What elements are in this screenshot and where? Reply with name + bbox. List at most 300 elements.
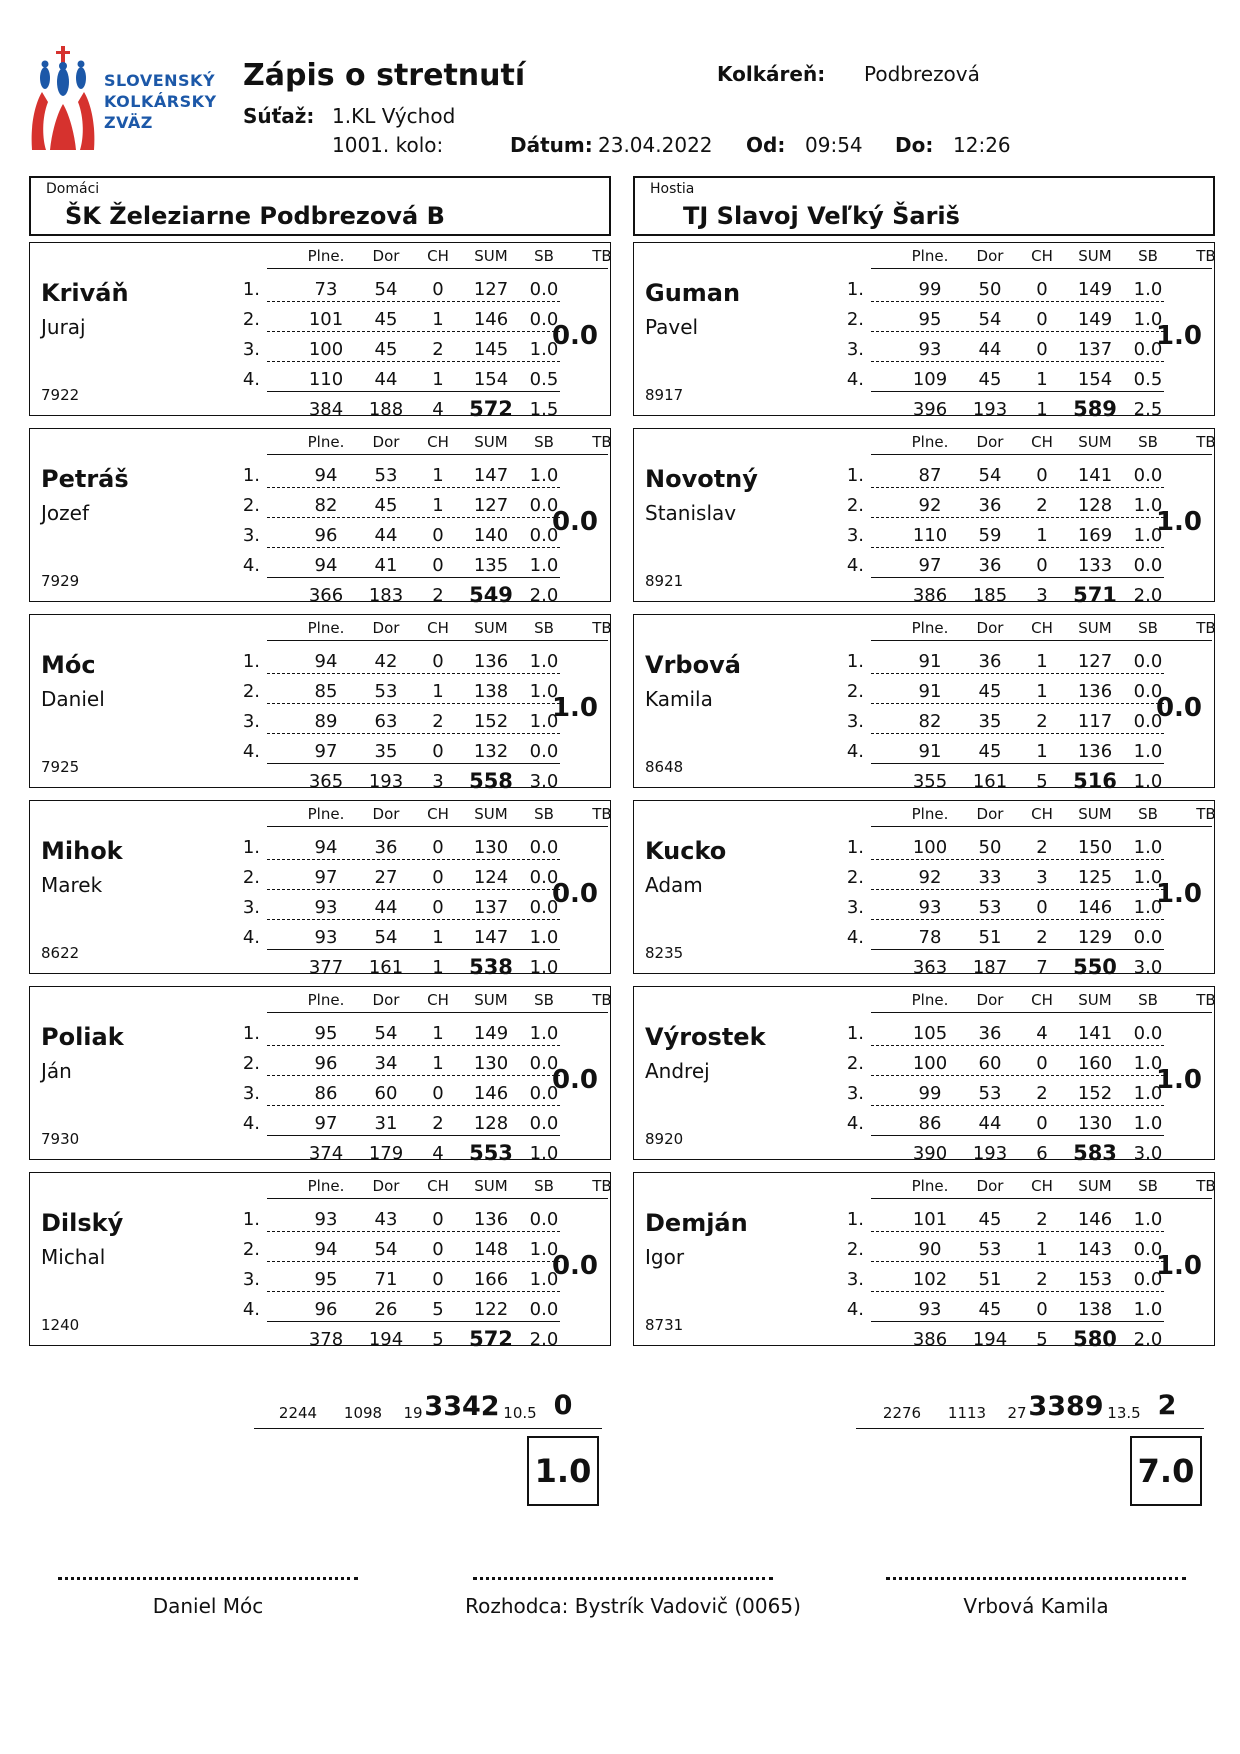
row-divider <box>267 1105 560 1106</box>
lane-cell: 1.0 <box>1133 1299 1163 1320</box>
lane-cell: 93 <box>918 897 942 918</box>
lane-cell: 1.0 <box>1133 837 1163 858</box>
home-signature-line <box>58 1577 358 1580</box>
player-total-sum: 550 <box>1073 955 1117 979</box>
lane-cell: 100 <box>308 339 344 360</box>
lane-cell: 1.0 <box>1133 1083 1163 1104</box>
lane-number: 1. <box>846 279 864 300</box>
lane-cell: 35 <box>978 711 1002 732</box>
player-total-cell: 378 <box>308 1329 344 1350</box>
lane-cell: 53 <box>978 897 1002 918</box>
lane-cell: 44 <box>374 897 398 918</box>
lane-cell: 0 <box>1036 1113 1048 1134</box>
player-total-cell: 384 <box>308 399 344 420</box>
player-firstname: Stanislav <box>645 501 737 525</box>
row-divider <box>267 949 560 950</box>
venue-label: Kolkáreň: <box>717 62 826 86</box>
column-header: TB <box>1196 433 1216 451</box>
lane-number: 2. <box>846 681 864 702</box>
lane-number: 1. <box>846 1023 864 1044</box>
column-header: Plne. <box>307 1177 345 1195</box>
lane-cell: 54 <box>978 309 1002 330</box>
lane-cell: 0 <box>432 279 444 300</box>
document-title: Zápis o stretnutí <box>243 58 526 93</box>
lane-cell: 36 <box>978 651 1002 672</box>
lane-number: 3. <box>242 339 260 360</box>
lane-cell: 45 <box>978 1209 1002 1230</box>
lane-cell: 92 <box>918 495 942 516</box>
column-header: Dor <box>372 247 400 265</box>
column-header: SB <box>534 991 554 1009</box>
lane-number: 2. <box>846 1239 864 1260</box>
row-divider <box>267 703 560 704</box>
lane-cell: 51 <box>978 927 1002 948</box>
lane-cell: 63 <box>374 711 398 732</box>
lane-cell: 1.0 <box>529 1023 559 1044</box>
lane-cell: 130 <box>1077 1113 1113 1134</box>
row-divider <box>267 1231 560 1232</box>
lane-cell: 0 <box>1036 339 1048 360</box>
lane-cell: 0 <box>432 741 444 762</box>
lane-cell: 31 <box>374 1113 398 1134</box>
column-header: SB <box>534 433 554 451</box>
lane-cell: 0 <box>1036 897 1048 918</box>
lane-cell: 91 <box>918 681 942 702</box>
column-header: CH <box>1031 1177 1053 1195</box>
lane-number: 2. <box>242 495 260 516</box>
column-header: SUM <box>474 805 508 823</box>
column-header: SUM <box>1078 247 1112 265</box>
lane-number: 2. <box>242 309 260 330</box>
player-total-cell: 366 <box>308 585 344 606</box>
lane-cell: 1 <box>1036 741 1048 762</box>
lane-cell: 0 <box>432 1239 444 1260</box>
home-player-card-5 <box>29 986 612 1165</box>
lane-cell: 0.0 <box>1133 1023 1163 1044</box>
player-firstname: Marek <box>41 873 103 897</box>
lane-number: 1. <box>846 651 864 672</box>
lane-cell: 78 <box>918 927 942 948</box>
lane-number: 4. <box>846 369 864 390</box>
lane-number: 1. <box>846 837 864 858</box>
lane-cell: 99 <box>918 279 942 300</box>
row-divider <box>871 517 1164 518</box>
lane-cell: 152 <box>473 711 509 732</box>
lane-cell: 136 <box>1077 681 1113 702</box>
lane-cell: 0.0 <box>529 741 559 762</box>
lane-cell: 71 <box>374 1269 398 1290</box>
logo-line-2: KOLKÁRSKY <box>104 92 217 111</box>
lane-cell: 2 <box>1036 1083 1048 1104</box>
row-divider <box>267 301 560 302</box>
lane-cell: 2 <box>1036 711 1048 732</box>
column-header: Plne. <box>911 619 949 637</box>
player-registration-number: 7930 <box>41 1130 80 1148</box>
lane-cell: 153 <box>1077 1269 1113 1290</box>
away-total-sb: 13.5 <box>1107 1404 1141 1422</box>
player-total-cell: 390 <box>912 1143 948 1164</box>
row-divider <box>871 763 1164 764</box>
lane-cell: 127 <box>1077 651 1113 672</box>
lane-cell: 97 <box>314 867 338 888</box>
lane-cell: 1.0 <box>1133 309 1163 330</box>
lane-cell: 127 <box>473 279 509 300</box>
lane-cell: 160 <box>1077 1053 1113 1074</box>
home-team-kind: Domáci <box>46 181 100 197</box>
column-header: Dor <box>372 805 400 823</box>
player-total-cell: 194 <box>368 1329 404 1350</box>
from-value: 09:54 <box>805 133 863 157</box>
player-total-cell: 2.0 <box>1133 1329 1163 1350</box>
lane-cell: 54 <box>374 927 398 948</box>
player-total-cell: 1.0 <box>529 957 559 978</box>
lane-cell: 0.0 <box>529 867 559 888</box>
player-surname: Demján <box>645 1209 748 1237</box>
lane-cell: 1.0 <box>529 1239 559 1260</box>
column-header: SUM <box>1078 433 1112 451</box>
player-registration-number: 8648 <box>645 758 684 776</box>
column-header: Plne. <box>307 805 345 823</box>
lane-cell: 94 <box>314 837 338 858</box>
lane-cell: 1.0 <box>1133 741 1163 762</box>
lane-number: 4. <box>242 927 260 948</box>
lane-cell: 145 <box>473 339 509 360</box>
lane-number: 2. <box>846 309 864 330</box>
column-header: SB <box>534 247 554 265</box>
lane-cell: 0.0 <box>529 525 559 546</box>
lane-cell: 36 <box>978 555 1002 576</box>
player-firstname: Michal <box>41 1245 106 1269</box>
logo-line-1: SLOVENSKÝ <box>104 71 216 90</box>
lane-cell: 0.5 <box>1133 369 1163 390</box>
row-divider <box>871 391 1164 392</box>
lane-cell: 1.0 <box>1133 867 1163 888</box>
row-divider <box>871 1231 1164 1232</box>
lane-cell: 1 <box>432 465 444 486</box>
lane-cell: 2 <box>1036 1269 1048 1290</box>
lane-cell: 0.0 <box>1133 555 1163 576</box>
lane-cell: 45 <box>978 681 1002 702</box>
column-header: TB <box>1196 247 1216 265</box>
column-header: Dor <box>372 1177 400 1195</box>
player-total-sum: 571 <box>1073 583 1117 607</box>
row-divider <box>871 1045 1164 1046</box>
lane-cell: 2 <box>1036 495 1048 516</box>
player-firstname: Andrej <box>645 1059 710 1083</box>
lane-cell: 44 <box>374 525 398 546</box>
away-total-plne: 2276 <box>882 1404 922 1422</box>
lane-cell: 0 <box>1036 1299 1048 1320</box>
row-divider <box>267 1321 560 1322</box>
column-header: TB <box>1196 805 1216 823</box>
lane-cell: 0 <box>1036 555 1048 576</box>
lane-cell: 94 <box>314 1239 338 1260</box>
lane-number: 4. <box>846 1299 864 1320</box>
lane-cell: 128 <box>1077 495 1113 516</box>
lane-cell: 45 <box>374 339 398 360</box>
lane-cell: 101 <box>912 1209 948 1230</box>
lane-cell: 100 <box>912 1053 948 1074</box>
player-tb-points: 0.0 <box>1155 693 1203 723</box>
player-total-cell: 377 <box>308 957 344 978</box>
lane-cell: 97 <box>918 555 942 576</box>
header-divider <box>267 1012 608 1013</box>
header-divider <box>267 1198 608 1199</box>
row-divider <box>267 1291 560 1292</box>
player-tb-points: 0.0 <box>551 1251 599 1281</box>
to-value: 12:26 <box>953 133 1011 157</box>
lane-cell: 1.0 <box>529 651 559 672</box>
lane-cell: 27 <box>374 867 398 888</box>
column-header: Plne. <box>307 991 345 1009</box>
lane-cell: 140 <box>473 525 509 546</box>
lane-cell: 50 <box>978 837 1002 858</box>
lane-cell: 127 <box>473 495 509 516</box>
lane-cell: 44 <box>374 369 398 390</box>
row-divider <box>871 1261 1164 1262</box>
player-tb-points: 1.0 <box>1155 879 1203 909</box>
lane-cell: 135 <box>473 555 509 576</box>
player-total-sum: 583 <box>1073 1141 1117 1165</box>
row-divider <box>267 1135 560 1136</box>
lane-cell: 86 <box>314 1083 338 1104</box>
column-header: CH <box>427 1177 449 1195</box>
player-registration-number: 8920 <box>645 1130 684 1148</box>
lane-cell: 0 <box>432 651 444 672</box>
lane-cell: 1 <box>432 681 444 702</box>
lane-number: 4. <box>242 555 260 576</box>
date-value: 23.04.2022 <box>598 133 713 157</box>
lane-cell: 95 <box>918 309 942 330</box>
column-header: CH <box>1031 991 1053 1009</box>
column-header: TB <box>592 805 612 823</box>
player-total-cell: 3.0 <box>529 771 559 792</box>
lane-cell: 41 <box>374 555 398 576</box>
column-header: Plne. <box>307 247 345 265</box>
lane-number: 1. <box>242 1209 260 1230</box>
lane-cell: 1.0 <box>529 555 559 576</box>
column-header: Plne. <box>307 619 345 637</box>
lane-cell: 1 <box>432 309 444 330</box>
row-divider <box>871 733 1164 734</box>
column-header: Plne. <box>911 805 949 823</box>
column-header: SUM <box>1078 991 1112 1009</box>
lane-cell: 34 <box>374 1053 398 1074</box>
player-total-cell: 187 <box>972 957 1008 978</box>
player-firstname: Jozef <box>41 501 89 525</box>
lane-cell: 0 <box>432 1269 444 1290</box>
player-total-cell: 355 <box>912 771 948 792</box>
lane-cell: 2 <box>1036 837 1048 858</box>
away-total-divider <box>856 1428 1204 1429</box>
lane-cell: 169 <box>1077 525 1113 546</box>
lane-cell: 96 <box>314 1053 338 1074</box>
player-total-cell: 3 <box>1036 585 1048 606</box>
player-total-cell: 4 <box>432 1143 444 1164</box>
lane-number: 3. <box>846 339 864 360</box>
row-divider <box>267 1075 560 1076</box>
away-total-tb: 2 <box>1157 1390 1177 1421</box>
lane-cell: 0 <box>1036 465 1048 486</box>
lane-cell: 94 <box>314 465 338 486</box>
round-label: 1001. kolo: <box>332 133 444 157</box>
player-registration-number: 8235 <box>645 944 684 962</box>
lane-cell: 0 <box>432 1209 444 1230</box>
column-header: SUM <box>474 247 508 265</box>
column-header: SB <box>1138 619 1158 637</box>
player-total-cell: 5 <box>432 1329 444 1350</box>
away-team-kind: Hostia <box>650 181 695 197</box>
column-header: TB <box>592 433 612 451</box>
lane-cell: 97 <box>314 1113 338 1134</box>
lane-cell: 0.0 <box>1133 465 1163 486</box>
column-header: SB <box>1138 1177 1158 1195</box>
lane-cell: 91 <box>918 741 942 762</box>
header-divider <box>871 640 1212 641</box>
player-total-cell: 193 <box>972 399 1008 420</box>
player-total-cell: 193 <box>368 771 404 792</box>
player-tb-points: 1.0 <box>551 693 599 723</box>
player-firstname: Juraj <box>41 315 86 339</box>
lane-cell: 3 <box>1036 867 1048 888</box>
lane-cell: 2 <box>432 339 444 360</box>
lane-cell: 36 <box>978 1023 1002 1044</box>
column-header: SB <box>534 1177 554 1195</box>
lane-cell: 1.0 <box>1133 1209 1163 1230</box>
player-total-cell: 193 <box>972 1143 1008 1164</box>
row-divider <box>267 487 560 488</box>
lane-cell: 143 <box>1077 1239 1113 1260</box>
column-header: TB <box>1196 991 1216 1009</box>
lane-cell: 44 <box>978 339 1002 360</box>
lane-cell: 0 <box>432 837 444 858</box>
lane-cell: 147 <box>473 465 509 486</box>
lane-cell: 154 <box>1077 369 1113 390</box>
lane-cell: 73 <box>314 279 338 300</box>
lane-cell: 82 <box>918 711 942 732</box>
player-total-sum: 580 <box>1073 1327 1117 1351</box>
lane-cell: 2 <box>432 711 444 732</box>
player-total-sum: 553 <box>469 1141 513 1165</box>
lane-cell: 100 <box>912 837 948 858</box>
player-total-cell: 183 <box>368 585 404 606</box>
home-result-box: 1.0 <box>527 1436 599 1506</box>
to-label: Do: <box>895 133 934 157</box>
away-signature-line <box>886 1577 1186 1580</box>
lane-number: 1. <box>242 837 260 858</box>
lane-cell: 93 <box>918 339 942 360</box>
lane-cell: 2 <box>432 1113 444 1134</box>
row-divider <box>267 673 560 674</box>
lane-cell: 33 <box>978 867 1002 888</box>
lane-cell: 91 <box>918 651 942 672</box>
lane-cell: 1.0 <box>529 681 559 702</box>
lane-cell: 0.0 <box>529 1083 559 1104</box>
player-total-cell: 1 <box>1036 399 1048 420</box>
lane-cell: 150 <box>1077 837 1113 858</box>
lane-number: 2. <box>242 1053 260 1074</box>
lane-cell: 0 <box>1036 1053 1048 1074</box>
lane-number: 2. <box>242 681 260 702</box>
row-divider <box>871 673 1164 674</box>
lane-cell: 148 <box>473 1239 509 1260</box>
row-divider <box>267 763 560 764</box>
header-divider <box>871 454 1212 455</box>
lane-cell: 1.0 <box>529 1269 559 1290</box>
lane-cell: 0 <box>1036 309 1048 330</box>
lane-cell: 149 <box>1077 279 1113 300</box>
logo-emblem-icon <box>28 42 98 152</box>
row-divider <box>871 487 1164 488</box>
column-header: TB <box>592 991 612 1009</box>
lane-cell: 53 <box>978 1083 1002 1104</box>
header-divider <box>267 640 608 641</box>
lane-cell: 45 <box>978 1299 1002 1320</box>
home-total-sb: 10.5 <box>503 1404 537 1422</box>
lane-cell: 1 <box>432 927 444 948</box>
lane-cell: 0.0 <box>529 837 559 858</box>
row-divider <box>267 391 560 392</box>
player-total-sum: 549 <box>469 583 513 607</box>
player-registration-number: 7925 <box>41 758 80 776</box>
column-header: SB <box>534 805 554 823</box>
row-divider <box>871 1291 1164 1292</box>
row-divider <box>871 361 1164 362</box>
lane-cell: 110 <box>912 525 948 546</box>
lane-number: 3. <box>846 897 864 918</box>
player-surname: Poliak <box>41 1023 124 1051</box>
lane-cell: 93 <box>314 1209 338 1230</box>
player-tb-points: 0.0 <box>551 321 599 351</box>
row-divider <box>871 331 1164 332</box>
lane-cell: 82 <box>314 495 338 516</box>
from-label: Od: <box>746 133 786 157</box>
away-total-sum: 3389 <box>1028 1391 1104 1422</box>
player-surname: Výrostek <box>645 1023 766 1051</box>
away-team-box <box>633 176 1215 236</box>
player-total-cell: 1 <box>432 957 444 978</box>
lane-number: 2. <box>846 1053 864 1074</box>
player-total-sum: 572 <box>469 397 513 421</box>
lane-cell: 43 <box>374 1209 398 1230</box>
lane-cell: 1 <box>1036 651 1048 672</box>
player-total-cell: 5 <box>1036 1329 1048 1350</box>
away-player-card-5 <box>633 986 1216 1165</box>
lane-cell: 2 <box>1036 927 1048 948</box>
lane-cell: 0.0 <box>529 1113 559 1134</box>
player-total-sum: 538 <box>469 955 513 979</box>
row-divider <box>871 301 1164 302</box>
lane-cell: 117 <box>1077 711 1113 732</box>
lane-cell: 86 <box>918 1113 942 1134</box>
player-surname: Kriváň <box>41 279 129 307</box>
away-result-box: 7.0 <box>1130 1436 1202 1506</box>
player-total-cell: 363 <box>912 957 948 978</box>
lane-number: 1. <box>242 279 260 300</box>
lane-cell: 130 <box>473 1053 509 1074</box>
player-tb-points: 0.0 <box>551 879 599 909</box>
row-divider <box>871 1321 1164 1322</box>
lane-cell: 1 <box>432 369 444 390</box>
lane-cell: 54 <box>374 1023 398 1044</box>
lane-cell: 96 <box>314 1299 338 1320</box>
header-divider <box>871 1012 1212 1013</box>
player-tb-points: 1.0 <box>1155 321 1203 351</box>
lane-cell: 1 <box>1036 525 1048 546</box>
lane-cell: 94 <box>314 555 338 576</box>
player-total-cell: 179 <box>368 1143 404 1164</box>
home-player-card-4 <box>29 800 612 979</box>
